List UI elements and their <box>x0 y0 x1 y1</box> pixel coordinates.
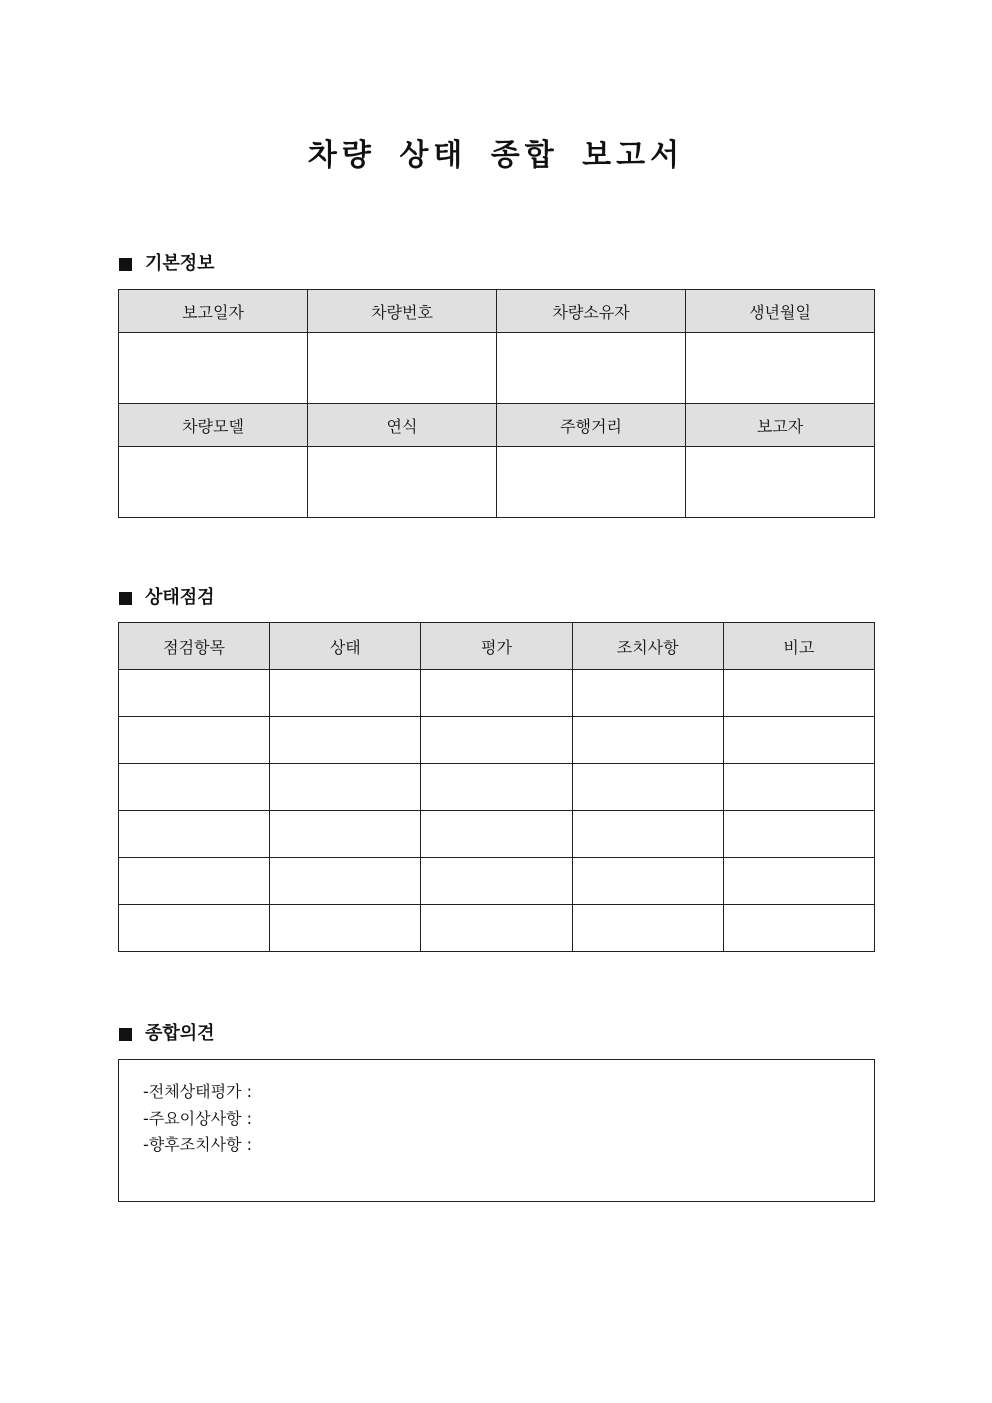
status-cell[interactable] <box>270 764 421 811</box>
status-cell[interactable] <box>270 717 421 764</box>
square-bullet-icon <box>119 592 132 605</box>
header-vehicle-model: 차량모델 <box>119 404 308 447</box>
action-cell[interactable] <box>572 764 723 811</box>
remarks-cell[interactable] <box>723 905 874 952</box>
action-cell[interactable] <box>572 905 723 952</box>
section-heading-basic-info <box>119 252 215 276</box>
evaluation-cell[interactable] <box>421 858 572 905</box>
section-title-basic-info: 기본정보 <box>145 253 215 274</box>
evaluation-cell[interactable] <box>421 764 572 811</box>
table-row <box>119 858 875 905</box>
evaluation-cell[interactable] <box>421 717 572 764</box>
evaluation-cell[interactable] <box>421 905 572 952</box>
opinion-line-overall-status: -전체상태평가 : <box>143 1082 252 1101</box>
opinion-line-major-issues: -주요이상사항 : <box>143 1108 252 1128</box>
check-item-cell[interactable] <box>119 905 270 952</box>
status-cell[interactable] <box>270 811 421 858</box>
header-reporter: 보고자 <box>686 404 875 447</box>
status-cell[interactable] <box>270 670 421 717</box>
header-mileage: 주행거리 <box>497 404 686 447</box>
check-item-cell[interactable] <box>119 858 270 905</box>
reporter-field[interactable] <box>686 447 875 518</box>
remarks-cell[interactable] <box>723 717 874 764</box>
action-cell[interactable] <box>572 717 723 764</box>
action-cell[interactable] <box>572 858 723 905</box>
opinion-lines <box>143 1079 252 1159</box>
overall-opinion-box[interactable] <box>118 1059 875 1202</box>
vehicle-model-field[interactable] <box>119 447 308 518</box>
header-check-item: 점검항목 <box>119 623 270 670</box>
square-bullet-icon <box>119 1028 132 1041</box>
remarks-cell[interactable] <box>723 811 874 858</box>
header-action: 조치사항 <box>572 623 723 670</box>
header-evaluation: 평가 <box>421 623 572 670</box>
header-birth-date: 생년월일 <box>686 290 875 333</box>
basic-info-table <box>118 289 875 518</box>
remarks-cell[interactable] <box>723 764 874 811</box>
action-cell[interactable] <box>572 811 723 858</box>
status-cell[interactable] <box>270 905 421 952</box>
model-year-field[interactable] <box>308 447 497 518</box>
remarks-cell[interactable] <box>723 670 874 717</box>
birth-date-field[interactable] <box>686 333 875 404</box>
section-title-opinion: 종합의견 <box>145 1023 215 1044</box>
section-heading-opinion <box>119 1022 215 1046</box>
check-item-cell[interactable] <box>119 764 270 811</box>
header-report-date: 보고일자 <box>119 290 308 333</box>
status-cell[interactable] <box>270 858 421 905</box>
table-row <box>119 764 875 811</box>
remarks-cell[interactable] <box>723 858 874 905</box>
evaluation-cell[interactable] <box>421 670 572 717</box>
table-row <box>119 905 875 952</box>
vehicle-owner-field[interactable] <box>497 333 686 404</box>
header-vehicle-owner: 차량소유자 <box>497 290 686 333</box>
report-date-field[interactable] <box>119 333 308 404</box>
evaluation-cell[interactable] <box>421 811 572 858</box>
header-remarks: 비고 <box>723 623 874 670</box>
check-item-cell[interactable] <box>119 670 270 717</box>
header-vehicle-number: 차량번호 <box>308 290 497 333</box>
table-row <box>119 717 875 764</box>
header-status: 상태 <box>270 623 421 670</box>
table-row <box>119 670 875 717</box>
opinion-line-future-actions: -향후조치사항 : <box>143 1135 252 1154</box>
mileage-field[interactable] <box>497 447 686 518</box>
inspection-table <box>118 622 875 952</box>
vehicle-number-field[interactable] <box>308 333 497 404</box>
table-row <box>119 811 875 858</box>
check-item-cell[interactable] <box>119 811 270 858</box>
action-cell[interactable] <box>572 670 723 717</box>
document-title: 차량 상태 종합 보고서 <box>307 138 685 173</box>
section-heading-inspection <box>119 586 215 610</box>
square-bullet-icon <box>119 258 132 271</box>
check-item-cell[interactable] <box>119 717 270 764</box>
header-model-year: 연식 <box>308 404 497 447</box>
section-title-inspection: 상태점검 <box>145 587 215 608</box>
